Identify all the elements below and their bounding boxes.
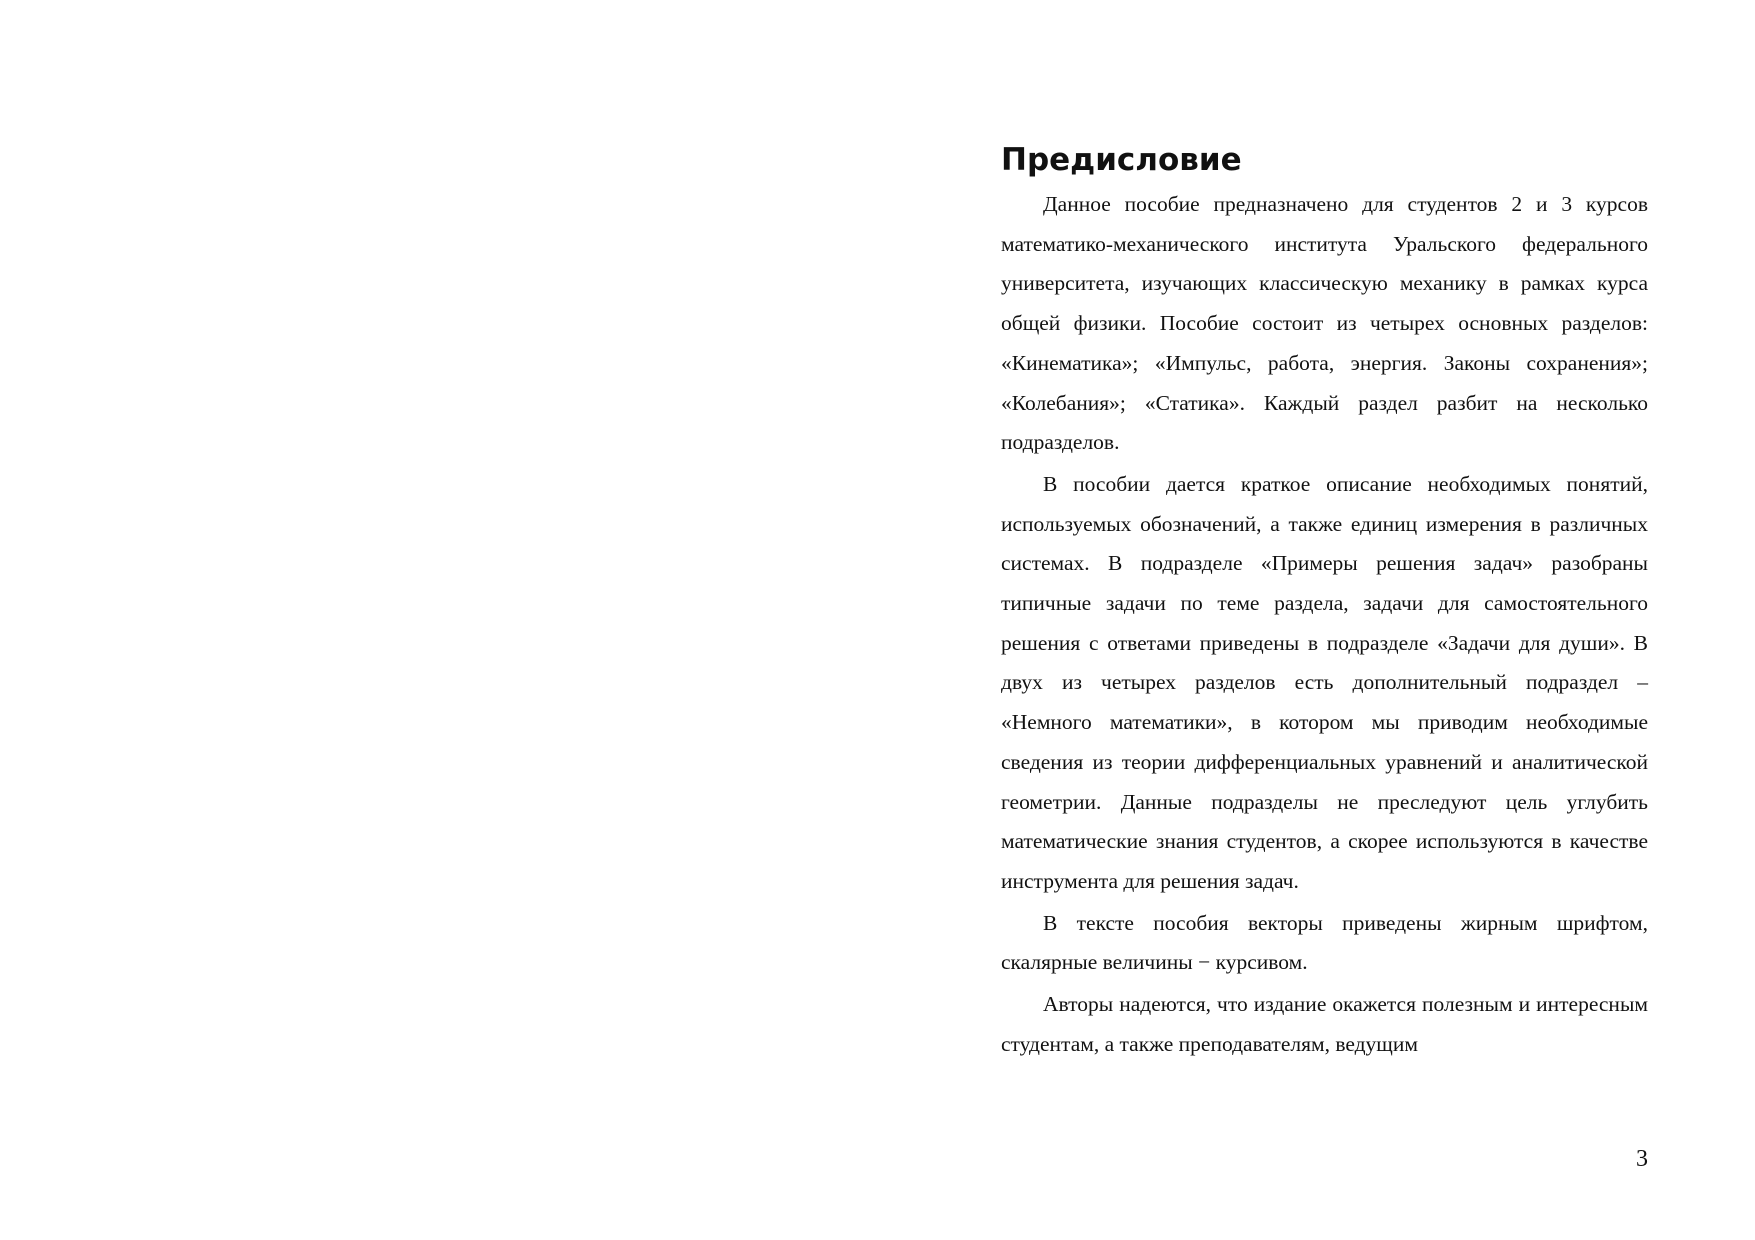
- right-page: [877, 0, 1755, 1240]
- page-number: 3: [1636, 1146, 1648, 1172]
- page-heading: Предисловие: [1001, 142, 1242, 178]
- paragraph-2: В пособии дается краткое описание необходимых понятий, используемых обозначений, а также единиц измерения в различных системах. В подразделе «Примеры решения задач» разобраны типичные задачи по теме раздела, задачи для самостоятельного решения с ответами приведены в подразделе «Задачи для души». В двух из четырех разделов есть дополнительный подраздел – «Немного математики», в котором мы приводим необходимые сведения из теории дифференциальных уравнений и аналитической геометрии. Данные подразделы не преследуют цель углубить математические знания студентов, а скорее используются в качестве инструмента для решения задач.: [1001, 471, 1648, 893]
- paragraph-4: Авторы надеются, что издание окажется полезным и интересным студентам, а также преподавателям, ведущим: [1001, 992, 1648, 1056]
- paragraph-1: Данное пособие предназначено для студентов 2 и 3 курсов математико-механического института Уральского федерального университета, изучающих классическую механику в рамках курса общей физики. Пособие состоит из четырех основных разделов: «Кинематика»; «Импульс, работа, энергия. Законы сохранения»; «Колебания»; «Статика». Каждый раздел разбит на несколько подразделов.: [1001, 192, 1648, 455]
- paragraph-3: В тексте пособия векторы приведены жирным шрифтом, скалярные величины − курсивом.: [1001, 910, 1648, 975]
- body-text: [1001, 185, 1648, 1066]
- left-page-blank: [0, 0, 877, 1240]
